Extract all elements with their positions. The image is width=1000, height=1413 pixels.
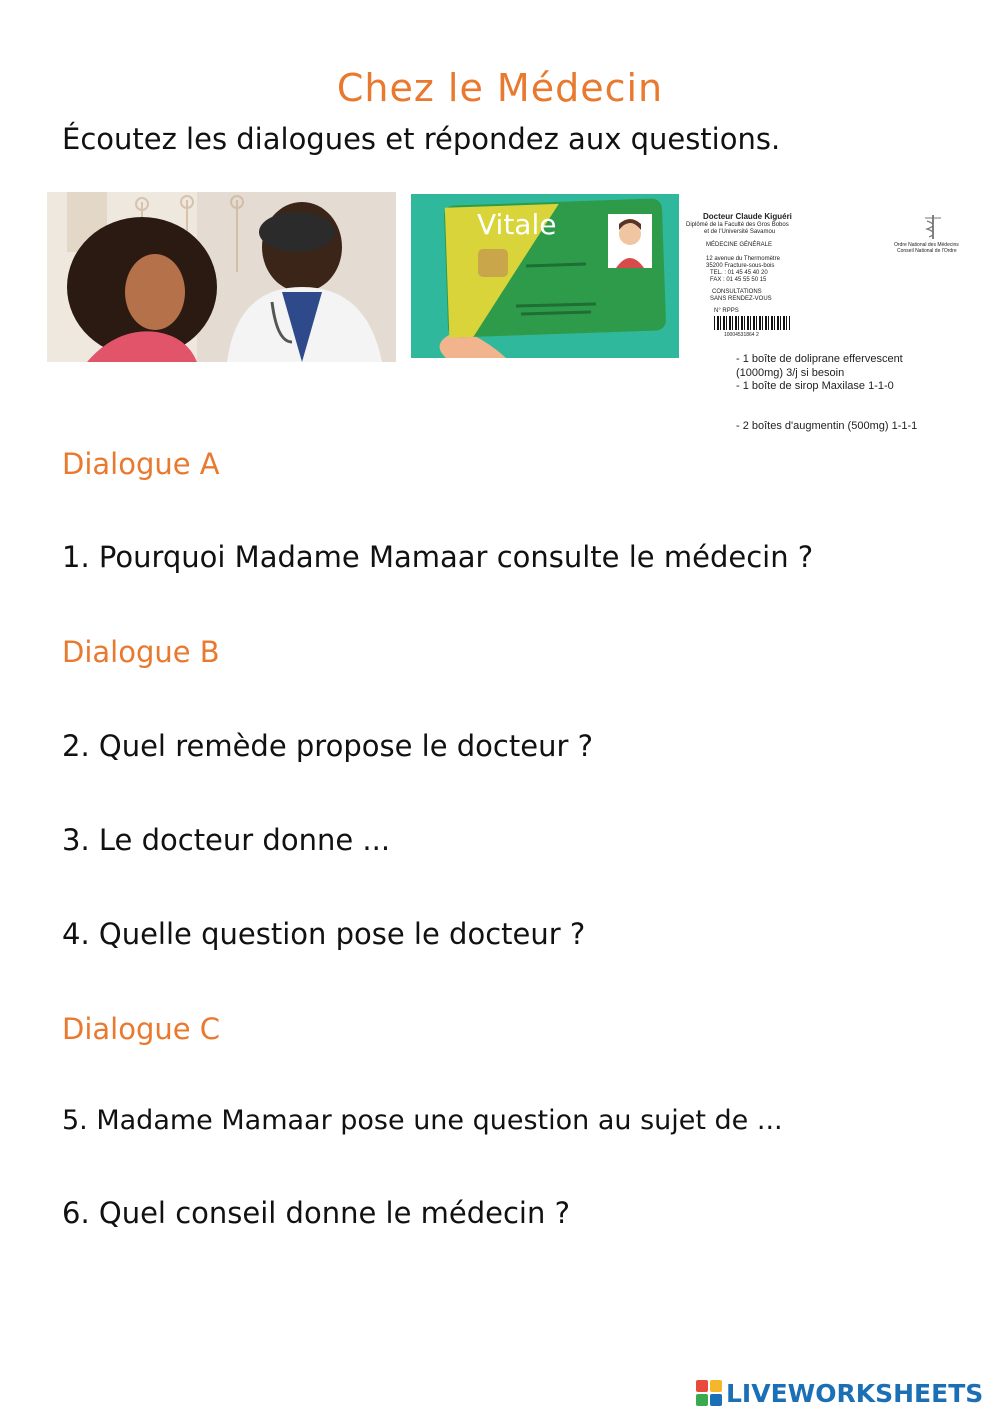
footer-brand: LIVEWORKSHEETS bbox=[726, 1378, 984, 1408]
rx-doctor: Docteur Claude Kiguéri bbox=[703, 212, 792, 221]
question-2: 2. Quel remède propose le docteur ? bbox=[62, 729, 593, 763]
rx-specialty: MÉDECINE GÉNÉRALE bbox=[706, 242, 773, 248]
dialogue-b-heading: Dialogue B bbox=[62, 635, 220, 669]
question-5: 5. Madame Mamaar pose une question au sujet de ... bbox=[62, 1105, 783, 1136]
dialogue-a-heading: Dialogue A bbox=[62, 447, 220, 481]
rx-consult-2: SANS RENDEZ-VOUS bbox=[710, 296, 772, 302]
rx-barcode-number: 10004531864 2 bbox=[724, 332, 759, 338]
rx-fax: FAX : 01 45 55 50 15 bbox=[710, 277, 767, 283]
rx-item-1-line-1: - 1 boîte de doliprane effervescent bbox=[736, 353, 903, 365]
vitale-card-image bbox=[411, 194, 679, 358]
dialogue-c-heading: Dialogue C bbox=[62, 1012, 221, 1046]
rx-item-2: - 1 boîte de sirop Maxilase 1-1-0 bbox=[736, 380, 894, 392]
doctor-patient-photo bbox=[47, 192, 396, 362]
rx-barcode bbox=[714, 316, 790, 330]
rx-diploma-2: et de l'Université Savamou bbox=[704, 229, 776, 235]
rx-rpps: N° RPPS bbox=[714, 308, 739, 314]
rx-tel: TEL. : 01 45 45 40 20 bbox=[710, 270, 768, 276]
question-6: 6. Quel conseil donne le médecin ? bbox=[62, 1196, 570, 1230]
question-3: 3. Le docteur donne ... bbox=[62, 823, 391, 857]
rx-order-2: Conseil National de l'Ordre bbox=[897, 248, 957, 254]
medical-caduceus-icon bbox=[923, 213, 943, 241]
liveworksheets-grid-icon bbox=[696, 1380, 722, 1406]
rx-diploma-1: Diplômé de la Faculté des Gros Bobos bbox=[686, 222, 789, 228]
vitale-card-label: Vitale bbox=[477, 208, 557, 241]
rx-item-3: - 2 boîtes d'augmentin (500mg) 1-1-1 bbox=[736, 420, 918, 432]
question-1: 1. Pourquoi Madame Mamaar consulte le médecin ? bbox=[62, 540, 814, 574]
instructions: Écoutez les dialogues et répondez aux questions. bbox=[62, 122, 781, 156]
prescription-image bbox=[680, 205, 959, 440]
rx-address-2: 35200 Fracture-sous-bois bbox=[706, 263, 775, 269]
question-4: 4. Quelle question pose le docteur ? bbox=[62, 917, 586, 951]
rx-address-1: 12 avenue du Thermomètre bbox=[706, 256, 780, 262]
rx-item-1-line-2: (1000mg) 3/j si besoin bbox=[736, 367, 845, 379]
rx-order-1: Ordre National des Médecins bbox=[894, 242, 959, 248]
page-title: Chez le Médecin bbox=[336, 66, 664, 110]
rx-consult-1: CONSULTATIONS bbox=[712, 289, 762, 295]
liveworksheets-logo bbox=[696, 1376, 983, 1410]
